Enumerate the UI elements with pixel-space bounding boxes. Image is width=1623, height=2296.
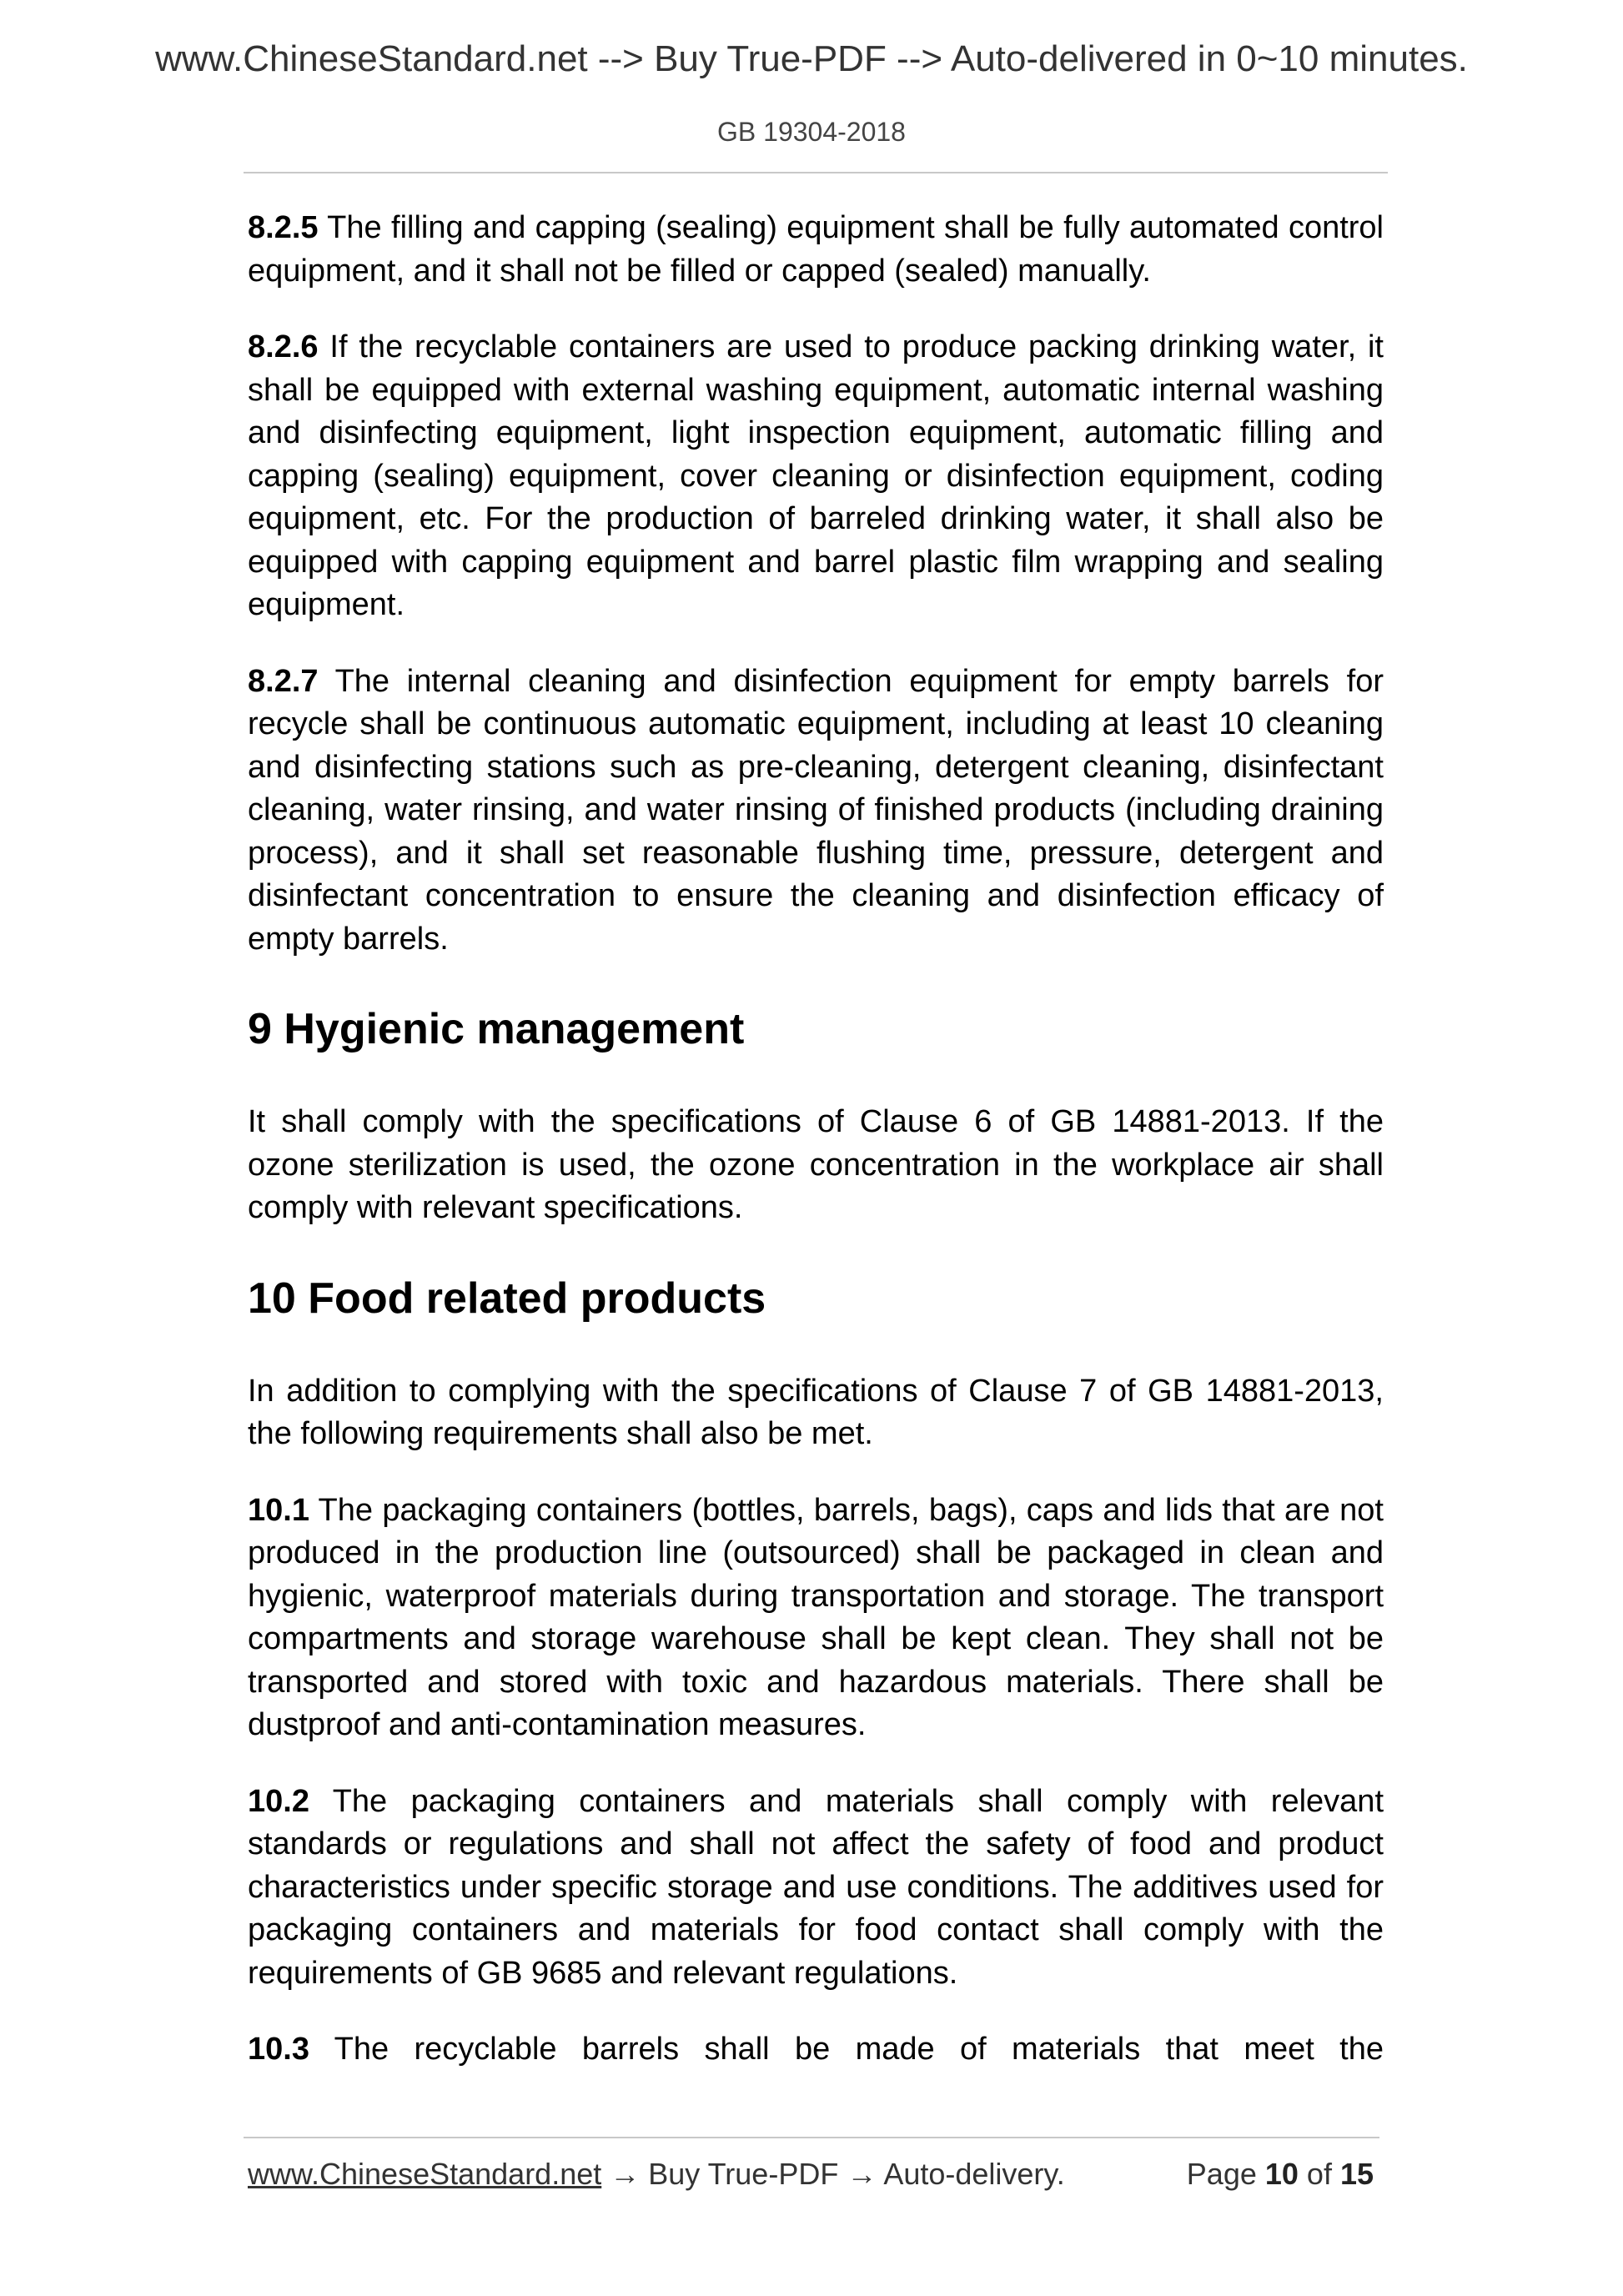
clause-number: 8.2.5 <box>248 210 319 245</box>
section-10-intro: In addition to complying with the specifications of Clause 7 of GB 14881-2013, the following requirements shall also be met. <box>248 1373 1384 1451</box>
standard-code: GB 19304-2018 <box>717 117 906 147</box>
clause-text: The packaging containers and materials shall comply with relevant standards or regulations and shall not affect the safety of food and product characteristics under specific storage and use conditions. The additives used for packaging containers and materials for food contact shall comply with the requirements of GB 9685 and relevant regulations. <box>248 1783 1384 1991</box>
clause-number: 8.2.7 <box>248 663 319 699</box>
clause-text: The internal cleaning and disinfection equipment for empty barrels for recycle shall be continuous automatic equipment, including at least 10 cleaning and disinfecting stations such as pre-cleaning, detergent cleaning, disinfectant cleaning, water rinsing, and water rinsing of finished products (including draining process), and it shall set reasonable flushing time, pressure, detergent and disinfectant concentration to ensure the cleaning and disinfection efficacy of empty barrels. <box>248 663 1384 957</box>
clause-10-2 <box>248 1781 1384 1996</box>
page-total: 15 <box>1339 2157 1374 2191</box>
section-9-text: It shall comply with the specifications of Clause 6 of GB 14881-2013. If the ozone sterilization is used, the ozone concentration in the workplace air shall comply with relevant specifications. <box>248 1104 1384 1225</box>
page-label: Page <box>1186 2157 1265 2191</box>
clause-8-2-5 <box>248 207 1384 293</box>
clause-8-2-7 <box>248 661 1384 962</box>
clause-text: The packaging containers (bottles, barrels, bags), caps and lids that are not produced in the production line (outsourced) shall be packaged in clean and hygienic, waterproof materials during transportation and storage. The transport compartments and storage warehouse shall be kept clean. They shall not be transported and stored with toxic and hazardous materials. There shall be dustproof and anti-contamination measures. <box>248 1492 1384 1742</box>
clause-text: If the recyclable containers are used to produce packing drinking water, it shall be equipped with external washing equipment, automatic internal washing and disinfecting equipment, light inspection equipment, automatic filling and capping (sealing) equipment, cover cleaning or disinfection equipment, coding equipment, etc. For the production of barreled drinking water, it shall also be equipped with capping equipment and barrel plastic film wrapping and sealing equipment. <box>248 329 1384 622</box>
header-divider <box>244 172 1388 173</box>
page-of: of <box>1298 2157 1340 2191</box>
site-banner: www.ChineseStandard.net --> Buy True-PDF --> Auto-delivered in 0~10 minutes. <box>155 38 1468 79</box>
clause-10-3 <box>248 2028 1384 2072</box>
section-heading-10: 10 Food related products <box>248 1274 766 1323</box>
clause-number: 10.3 <box>248 2032 309 2067</box>
footer-divider <box>244 2137 1379 2138</box>
clause-8-2-6 <box>248 326 1384 627</box>
document-body <box>248 207 1384 2105</box>
clause-10-1 <box>248 1490 1384 1747</box>
clause-number: 10.1 <box>248 1492 309 1528</box>
section-heading-9: 9 Hygienic management <box>248 1005 745 1053</box>
clause-text: The filling and capping (sealing) equipment shall be fully automated control equipment, and it shall not be filled or capped (sealed) manually. <box>248 210 1384 289</box>
page-current: 10 <box>1264 2157 1299 2191</box>
clause-text: The recyclable barrels shall be made of materials that meet the <box>309 2032 1384 2067</box>
footer-tagline: → Buy True-PDF → Auto-delivery. <box>601 2157 1065 2191</box>
page-indicator <box>1187 2157 1374 2192</box>
footer-site-link[interactable]: www.ChineseStandard.net <box>248 2157 602 2191</box>
page-footer <box>248 2157 1382 2192</box>
clause-number: 10.2 <box>248 1783 309 1819</box>
clause-number: 8.2.6 <box>248 329 319 364</box>
